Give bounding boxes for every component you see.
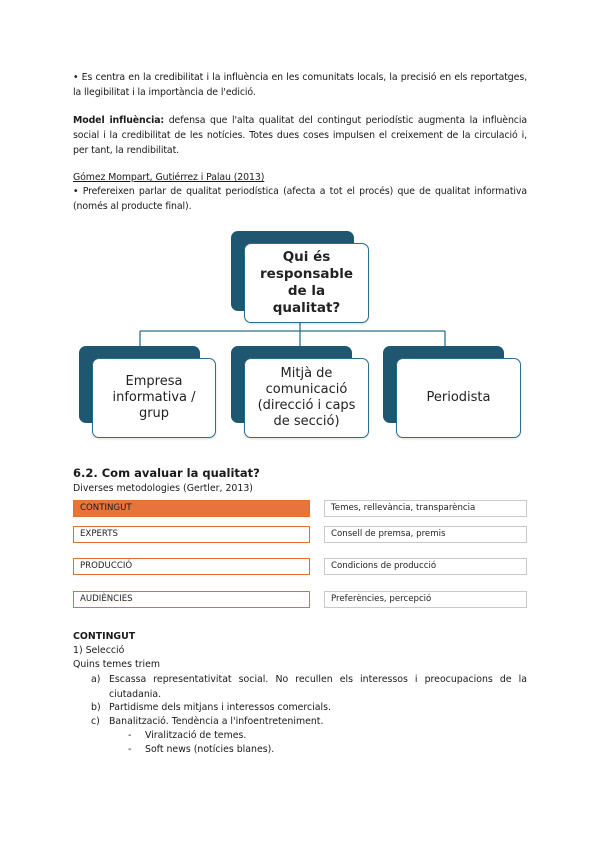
- section-subtitle: Diverses metodologies (Gertler, 2013): [73, 483, 253, 494]
- criterion-cell: CONTINGUT: [73, 500, 310, 517]
- sublist-marker: -: [128, 744, 132, 755]
- sublist-item: Viralització de temes.: [145, 730, 247, 741]
- list-item: Escassa representativitat social. No recullen els interessos i preocupacions de la ciutadania.: [109, 674, 527, 700]
- sublist-item: Soft news (notícies blanes).: [145, 744, 275, 755]
- child-node-journalist: [396, 358, 521, 438]
- criterion-cell: AUDIÈNCIES: [73, 591, 310, 608]
- list-item: Banalització. Tendència a l'infoentreteniment.: [109, 716, 324, 727]
- intro-bullet: [73, 70, 527, 100]
- child-node-media: [244, 358, 369, 438]
- list-marker: b): [91, 702, 101, 713]
- child-node-company: [92, 358, 216, 438]
- citation: Gómez Mompart, Gutiérrez i Palau (2013): [73, 172, 265, 183]
- citation-line: [73, 170, 527, 185]
- root-node: [244, 243, 369, 323]
- contingut-subheading: 1) Selecció: [73, 645, 125, 656]
- model-paragraph: [73, 113, 527, 158]
- contingut-heading: CONTINGUT: [73, 631, 136, 642]
- root-node-label: Qui és responsable de la qualitat?: [260, 249, 353, 316]
- list-marker: c): [91, 716, 100, 727]
- criterion-detail-cell: Consell de premsa, premis: [324, 526, 527, 543]
- list-item: Partidisme dels mitjans i interessos comercials.: [109, 702, 331, 713]
- citation-bullet: [73, 184, 527, 214]
- sublist-marker: -: [128, 730, 132, 741]
- section-title: 6.2. Com avaluar la qualitat?: [73, 466, 260, 480]
- criterion-detail-cell: Preferències, percepció: [324, 591, 527, 608]
- criterion-cell: EXPERTS: [73, 526, 310, 543]
- child-node-media-label: Mitjà de comunicació (direcció i caps de secció): [257, 366, 356, 429]
- model-text: defensa que l'alta qualitat del contingut periodístic augmenta la influència social i la credibilitat de les notícies. Totes dues coses impulsen el creixement de la circulació i, per tant, la rendibilitat.: [73, 115, 528, 156]
- intro-bullet-text: • Es centra en la credibilitat i la influència en les comunitats locals, la precisió en els reportatges, la llegibilitat i la importància de l'edició.: [73, 72, 527, 98]
- criterion-cell: PRODUCCIÓ: [73, 558, 310, 575]
- model-label: Model influència:: [73, 115, 165, 126]
- citation-bullet-text: • Prefereixen parlar de qualitat periodística (afecta a tot el procés) que de qualitat informativa (només al producte final).: [73, 186, 527, 212]
- child-node-company-label: Empresa informativa / grup: [112, 374, 196, 421]
- criterion-detail-cell: Condicions de producció: [324, 558, 527, 575]
- child-node-journalist-label: Periodista: [426, 390, 491, 405]
- contingut-question: Quins temes triem: [73, 659, 160, 670]
- list-marker: a): [91, 674, 101, 685]
- criterion-detail-cell: Temes, rellevància, transparència: [324, 500, 527, 517]
